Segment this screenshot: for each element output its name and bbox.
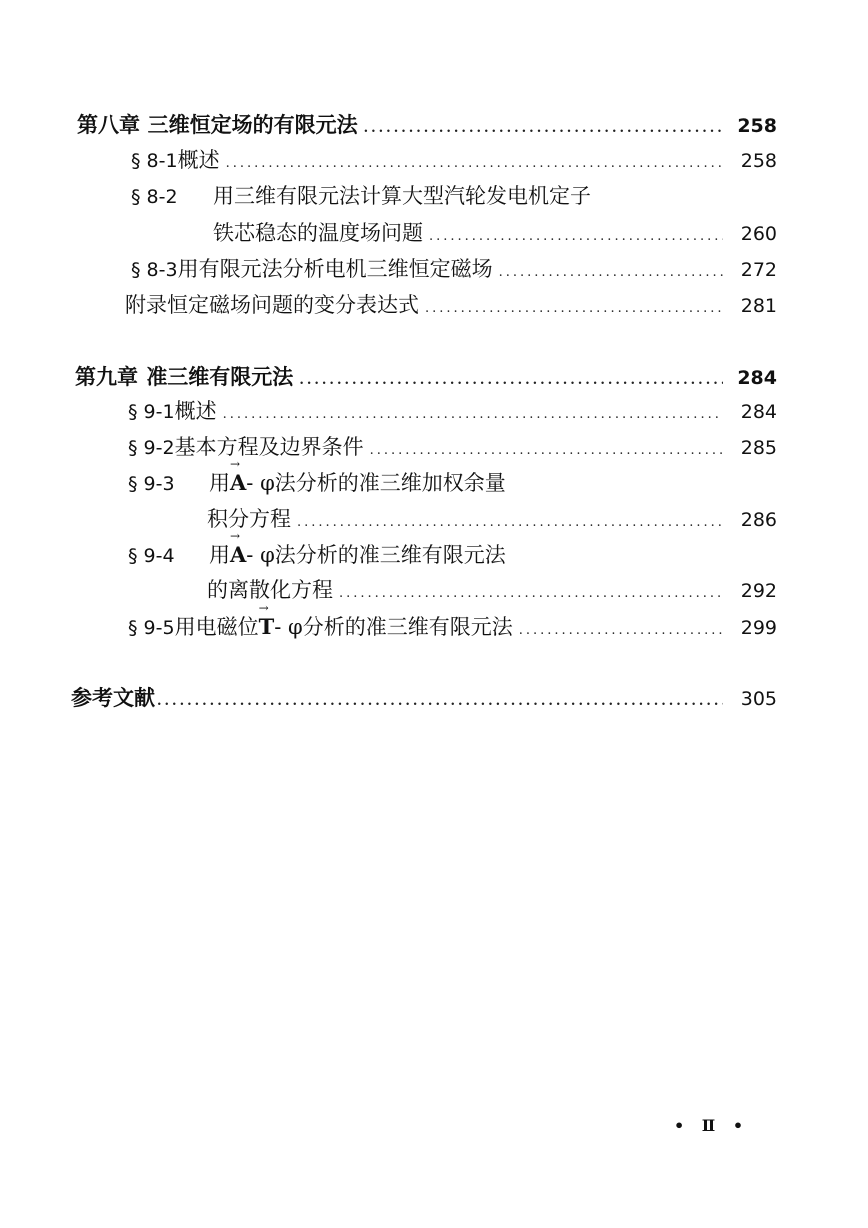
- vector-t-symbol: → T: [259, 616, 275, 637]
- section-label: § 9-1: [128, 401, 175, 423]
- section-label: § 9-2: [128, 437, 175, 459]
- dot-leader: [223, 408, 723, 421]
- toc-entry-8-3: [131, 259, 777, 280]
- toc-references: [71, 687, 777, 709]
- toc-entry-9-4-line2: [207, 580, 777, 601]
- section-page: 272: [740, 259, 777, 281]
- vector-a-symbol: → A: [230, 544, 246, 565]
- appendix-page: 281: [740, 295, 777, 317]
- toc-entry-8-appendix: [125, 295, 777, 316]
- chapter-9-page: 284: [737, 367, 777, 389]
- page-folio: • Ⅱ •: [674, 1116, 750, 1135]
- section-title: 概述: [174, 399, 217, 423]
- dot-leader: [364, 122, 723, 135]
- chapter-9-heading: 第九章: [75, 364, 138, 389]
- section-title-prefix: 用电磁位: [174, 615, 259, 639]
- section-label: § 9-4: [128, 545, 175, 567]
- section-label: § 9-3: [128, 473, 175, 495]
- section-label: § 8-2: [131, 186, 178, 208]
- chapter-8-page: 258: [737, 115, 777, 137]
- dot-leader: [370, 444, 723, 457]
- dot-leader: [499, 266, 723, 279]
- toc-entry-9-5: [128, 616, 777, 638]
- references-title: 参考文献: [71, 685, 155, 710]
- dot-leader: [299, 374, 723, 387]
- section-title-prefix: 用: [209, 543, 230, 567]
- section-page: 260: [740, 223, 777, 245]
- toc-entry-9-3-line2: [207, 509, 777, 530]
- dot-leader: [519, 624, 723, 637]
- dot-leader: [429, 230, 723, 243]
- dot-leader: [297, 516, 723, 529]
- section-title: - φ法分析的准三维有限元法: [246, 543, 506, 567]
- toc-entry-9-3-line1: [128, 472, 506, 494]
- vector-a-symbol: → A: [230, 472, 246, 493]
- appendix-title: 恒定磁场问题的变分表达式: [167, 293, 419, 317]
- section-page: 284: [740, 401, 777, 423]
- appendix-label: 附录: [125, 293, 167, 317]
- dot-leader: [339, 587, 723, 600]
- section-title: 概述: [177, 148, 220, 172]
- toc-entry-9-2: [128, 437, 777, 458]
- section-page: 258: [740, 150, 777, 172]
- section-label: § 9-5: [128, 617, 175, 639]
- references-page: 305: [740, 688, 777, 710]
- toc-entry-8-2-line2: [213, 223, 777, 244]
- toc-entry-8-1: [131, 150, 777, 171]
- chapter-8-heading: 第八章: [77, 112, 140, 137]
- section-title-suffix: - φ分析的准三维有限元法: [274, 615, 513, 639]
- toc-entry-8-2-line1: [131, 186, 591, 207]
- dot-leader: [157, 695, 723, 708]
- section-page: 299: [740, 617, 777, 639]
- section-title: - φ法分析的准三维加权余量: [246, 471, 506, 495]
- dot-leader: [226, 157, 723, 170]
- toc-entry-9-1: [128, 401, 777, 422]
- section-label: § 8-1: [131, 150, 178, 172]
- toc-chapter-9: [75, 366, 777, 388]
- chapter-8-title: 三维恒定场的有限元法: [147, 112, 358, 137]
- section-title: 用有限元法分析电机三维恒定磁场: [177, 257, 493, 281]
- section-page: 292: [740, 580, 777, 602]
- section-title: 基本方程及边界条件: [174, 435, 364, 459]
- toc-chapter-8: [77, 114, 777, 136]
- dot-leader: [425, 302, 723, 315]
- chapter-9-title: 准三维有限元法: [146, 364, 294, 389]
- toc-entry-9-4-line1: [128, 544, 506, 566]
- section-title-continued: 积分方程: [207, 507, 291, 531]
- section-title: 用三维有限元法计算大型汽轮发电机定子: [213, 184, 591, 208]
- section-title-continued: 的离散化方程: [207, 578, 333, 602]
- section-label: § 8-3: [131, 259, 178, 281]
- section-page: 285: [740, 437, 777, 459]
- section-page: 286: [740, 509, 777, 531]
- section-title-continued: 铁芯稳态的温度场问题: [213, 221, 423, 245]
- section-title-prefix: 用: [209, 471, 230, 495]
- section-title: [175, 616, 513, 638]
